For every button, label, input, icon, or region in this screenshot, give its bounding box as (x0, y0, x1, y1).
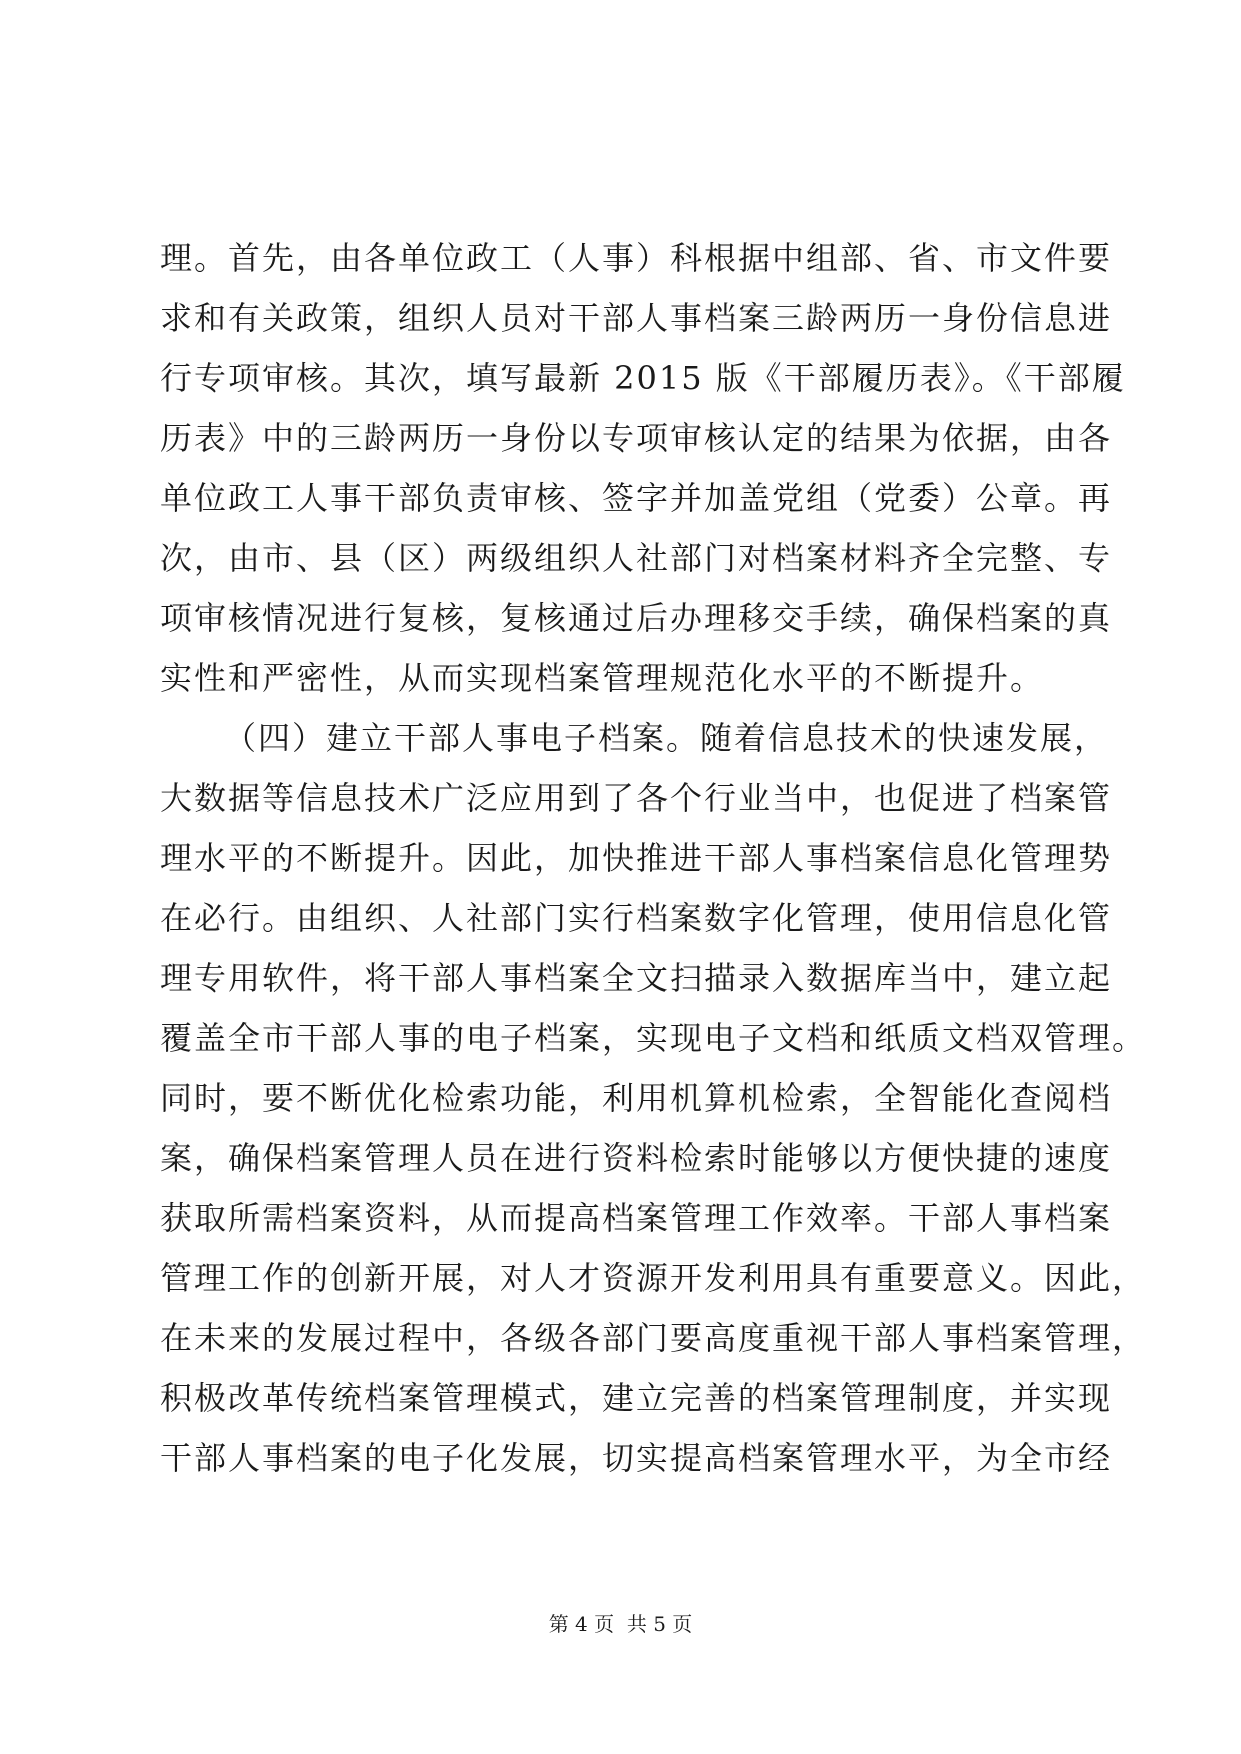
text-line: 案，确保档案管理人员在进行资料检索时能够以方便快捷的速度 (160, 1139, 1113, 1177)
text-line: 干部人事档案的电子化发展，切实提高档案管理水平，为全市经 (160, 1439, 1113, 1477)
text-line: 次，由市、县（区）两级组织人社部门对档案材料齐全完整、专 (160, 539, 1113, 577)
text-line: 大数据等信息技术广泛应用到了各个行业当中，也促进了档案管 (160, 779, 1113, 817)
text-line: 单位政工人事干部负责审核、签字并加盖党组（党委）公章。再 (160, 479, 1113, 517)
page-number-footer: 第 4 页 共 5 页 (548, 1612, 693, 1636)
text-line: 历表》中的三龄两历一身份以专项审核认定的结果为依据，由各 (160, 419, 1113, 457)
text-line: 在未来的发展过程中，各级各部门要高度重视干部人事档案管理， (160, 1319, 1147, 1357)
text-line: 理水平的不断提升。因此，加快推进干部人事档案信息化管理势 (160, 839, 1113, 877)
text-line: 实性和严密性，从而实现档案管理规范化水平的不断提升。 (160, 659, 1045, 697)
text-line: 在必行。由组织、人社部门实行档案数字化管理，使用信息化管 (160, 899, 1113, 937)
text-line: 同时，要不断优化检索功能，利用机算机检索，全智能化查阅档 (160, 1079, 1113, 1117)
text-line: 理。首先，由各单位政工（人事）科根据中组部、省、市文件要 (160, 239, 1113, 277)
text-line: 获取所需档案资料，从而提高档案管理工作效率。干部人事档案 (160, 1199, 1113, 1237)
text-line: 行专项审核。其次，填写最新 2015 版《干部履历表》。《干部履 (160, 359, 1126, 397)
text-line: 覆盖全市干部人事的电子档案，实现电子文档和纸质文档双管理。 (160, 1019, 1147, 1057)
text-line: 管理工作的创新开展，对人才资源开发利用具有重要意义。因此， (160, 1259, 1147, 1297)
text-line: 项审核情况进行复核，复核通过后办理移交手续，确保档案的真 (160, 599, 1113, 637)
section-heading-line: （四）建立干部人事电子档案。随着信息技术的快速发展， (224, 719, 1109, 757)
text-line: 求和有关政策，组织人员对干部人事档案三龄两历一身份信息进 (160, 299, 1113, 337)
body-text (160, 228, 1147, 1488)
text-line: 理专用软件，将干部人事档案全文扫描录入数据库当中，建立起 (160, 959, 1113, 997)
text-line: 积极改革传统档案管理模式，建立完善的档案管理制度，并实现 (160, 1379, 1113, 1417)
